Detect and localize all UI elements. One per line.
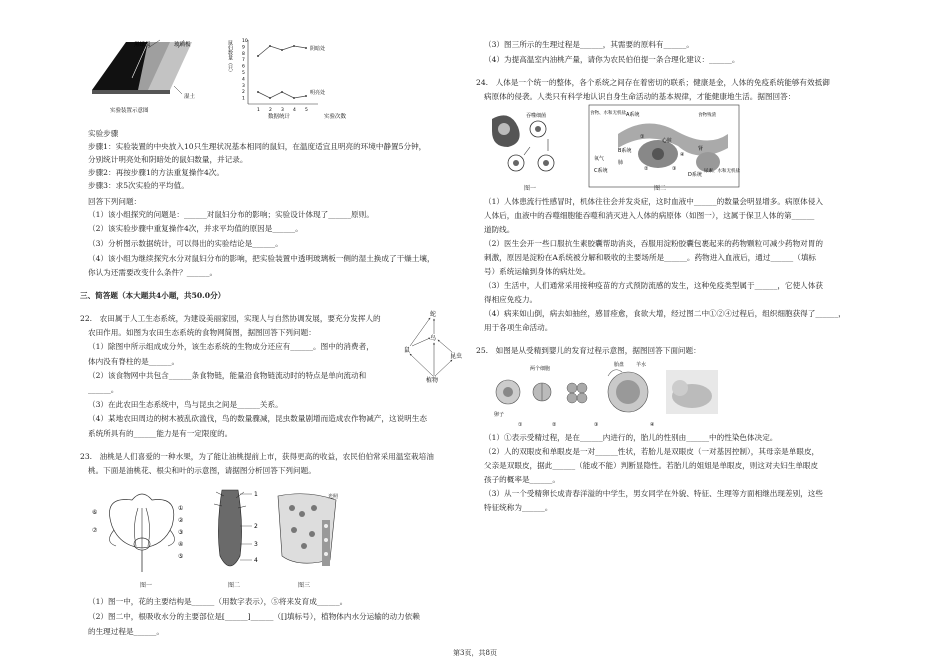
svg-text:⑥: ⑥ <box>92 509 98 516</box>
caption-r-fig1: 图一 <box>524 185 537 192</box>
fw-insect: 昆虫 <box>450 353 463 360</box>
q22-2-b: ______。 <box>88 385 119 394</box>
q24-intro-a: 24. 人体是一个统一的整体，各个系统之间存在着密切的联系；健康是金，人体的免疫系统能够有效抵御 <box>476 78 830 87</box>
svg-text:②: ② <box>178 517 184 524</box>
graph-ytick: 9 <box>242 45 245 51</box>
series-bright: 明亮处 <box>310 90 326 96</box>
graph-xtick: 5 <box>305 108 308 113</box>
q23-2-a: （2）图二中，根吸收水分的主要部位是[______]______（[]填标号），植物体内水分运输的动力依赖 <box>88 612 420 621</box>
dev-step-1: ① <box>518 422 523 428</box>
graph-xtick: 1 <box>257 108 260 113</box>
q25-2-b: 父亲是双眼皮，据此______（能或不能）判断显隐性。若胎儿的姐姐是单眼皮，则这对夫妇生单眼皮 <box>484 461 819 470</box>
q25-2-a: （2）人的双眼皮和单眼皮是一对______性状，若胎儿是双眼皮（一对基因控制），其母亲是单眼皮， <box>484 447 820 456</box>
q22-intro-a: 22. 农田属于人工生态系统，为建设美丽家园，实现人与自然协调发展，要充分发挥人的 <box>80 314 381 323</box>
q24-1-c: 道防线。 <box>484 225 515 234</box>
svg-text:①: ① <box>640 134 645 140</box>
experiment-device-figure <box>88 38 208 118</box>
dev-label-two-cells: 两个细胞 <box>530 366 551 372</box>
q24-4-a: （4）病来如山倒，病去如抽丝，感冒痊愈，食欲大增，经过图二中①②④过程后，组织细胞获得了______， <box>484 309 846 318</box>
q22-4-b: 系统所具有的______能力是有一定限度的。 <box>88 429 233 438</box>
step1-line-a: 步骤1：实验装置的中央放入10只生理状况基本相同的鼠妇，在温度适宜且明亮的环境中静置5分钟， <box>88 142 427 151</box>
svg-text:⑦: ⑦ <box>92 527 98 534</box>
steps-title: 实验步骤 <box>88 129 119 138</box>
q22-1-a: （1）除图中所示组成成分外，该生态系统的生物成分还应有______。图中的消费者， <box>88 342 374 351</box>
dev-label-egg: 卵子 <box>494 412 505 418</box>
graph-ytick: 7 <box>242 58 245 64</box>
fig2-feces: 食物残渣 <box>698 113 716 118</box>
caption-fig2: 图二 <box>228 582 241 589</box>
fig2-system-d: D系统 <box>688 172 702 178</box>
fig2-food-in: 食物、水和无机盐 <box>590 111 626 116</box>
svg-text:③: ③ <box>672 166 677 172</box>
q-4-line-a: （4）该小组为继续探究水分对鼠妇分布的影响，把实验装置中透明玻璃板一侧的湿土换成了干燥土壤， <box>88 254 435 263</box>
fw-plant: 植物 <box>426 377 439 384</box>
q25-intro: 25. 如图是从受精到婴儿的发育过程示意图，据图回答下面问题： <box>476 346 701 355</box>
leaf-cross-section-figure <box>268 490 348 576</box>
graph-xtick: 4 <box>293 108 296 113</box>
food-web-diagram <box>400 306 470 388</box>
caption-fig1: 图一 <box>140 582 153 589</box>
graph-ylabel: 鼠妇数量（只） <box>227 40 233 75</box>
step1-line-b: 分别统计明亮处和阴暗处的鼠妇数量，并记录。 <box>88 155 248 164</box>
q25-3-b: 特征统称为______。 <box>484 503 553 512</box>
series-dark: 阴暗处 <box>310 46 326 52</box>
caption-r-fig2: 图二 <box>654 185 667 192</box>
svg-text:光照: 光照 <box>328 494 339 500</box>
q24-2-b: 刺激，原因是淀粉在A系统被分解和吸收的主要场所是______。药物进入血液后，通过______（填标 <box>484 253 817 262</box>
q24-2-c: 号）系统运输到身体的病灶处。 <box>484 267 591 276</box>
graph-ytick: 6 <box>242 64 245 70</box>
root-tip-figure <box>206 486 270 578</box>
graph-ytick: 1 <box>242 96 245 102</box>
mouse-count-graph <box>228 34 363 122</box>
device-caption: 实验装置示意图 <box>110 108 149 114</box>
graph-ytick: 10 <box>242 39 248 44</box>
svg-text:3: 3 <box>254 541 258 548</box>
label-wet-soil: 湿土 <box>184 94 196 100</box>
fig1-label-phagocyte: 吞噬细菌 <box>526 113 547 119</box>
graph-xtick: 3 <box>281 108 284 113</box>
dev-label-placenta: 胎盘 <box>614 362 625 368</box>
q22-2-a: （2）该食物网中共包含______条食物链，能量沿食物链流动时的特点是单向流动和 <box>88 371 367 380</box>
svg-text:③: ③ <box>178 529 184 536</box>
q22-3: （3）在此农田生态系统中，鸟与昆虫之间是______关系。 <box>88 400 283 409</box>
q25-2-c: 孩子的概率是______。 <box>484 475 560 484</box>
graph-xlabel: 实验次数 <box>324 114 347 120</box>
svg-text:⑤: ⑤ <box>178 553 184 560</box>
q25-3-a: （3）从一个受精卵长成青春洋溢的中学生，男女同学在外貌、特征、生理等方面相继出现差别，这些 <box>484 489 823 498</box>
step3: 步骤3：求5次实验的平均值。 <box>88 181 189 190</box>
svg-text:④: ④ <box>178 541 184 548</box>
human-systems-figure <box>588 104 740 188</box>
svg-text:②: ② <box>644 166 649 172</box>
q-2: （2）该实验步骤中重复操作4次，并求平均值的原因是______。 <box>88 224 303 233</box>
q24-3-b: 得相应免疫力。 <box>484 295 538 304</box>
fig2-heart: 心脏 <box>662 138 673 144</box>
answer-prompt: 回答下列问题： <box>88 197 142 206</box>
svg-text:①: ① <box>178 505 184 512</box>
fw-snake: 蛇 <box>430 311 437 318</box>
q23-intro-b: 桃。下面是油桃花、根尖和叶的示意图，请据图分析回答下列问题。 <box>88 466 316 475</box>
graph-ytick: 8 <box>242 51 245 57</box>
flower-figure <box>92 486 190 578</box>
fw-mouse: 鼠 <box>404 347 411 354</box>
section-3-heading: 三、简答题（本大题共4小题，共50.0分） <box>80 291 226 300</box>
dev-step-3: ③ <box>594 422 599 428</box>
q-3: （3）分析图示数据统计，可以得出的实验结论是______。 <box>88 239 283 248</box>
label-glass-board: 玻璃板 <box>174 42 191 48</box>
fig2-system-b: B系统 <box>618 148 632 154</box>
fig2-oxygen: 氧气 <box>594 156 605 162</box>
phagocyte-figure <box>490 107 570 183</box>
q24-1-a: （1）人体患流行性感冒时，机体往往会并发炎症，这时血液中______的数量会明显增多。病原体侵入 <box>484 197 823 206</box>
q22-1-b: 体内没有脊柱的是______。 <box>88 357 180 366</box>
fig2-system-c: C系统 <box>594 168 608 174</box>
q23-intro-a: 23. 油桃是人们喜爱的一种水果，为了能让油桃提前上市，获得更高的收益，农民伯伯常采用温室栽培油 <box>80 452 434 461</box>
q25-1: （1）①表示受精过程，是在______内进行的，胎儿的性别由______中的性染色体决定。 <box>484 433 778 442</box>
fig2-system-a: A系统 <box>626 112 640 118</box>
graph-caption: 数据统计 <box>268 114 291 120</box>
dev-step-4: ④ <box>650 422 655 428</box>
graph-ytick: 2 <box>242 90 245 96</box>
q22-4-a: （4）某地农田周边的树木被乱砍滥伐，鸟的数量骤减，昆虫数量剧增而造成农作物减产，这说明生态 <box>88 414 427 423</box>
q24-4-b: 用于各项生命活动。 <box>484 323 553 332</box>
dev-label-amniotic: 羊水 <box>636 362 647 368</box>
dev-step-2: ② <box>552 422 557 428</box>
fetal-development-figure <box>490 362 730 430</box>
q23-3: （3）图三所示的生理过程是______，其需要的原料有______。 <box>484 40 694 49</box>
q23-2-b: 的生理过程是______。 <box>88 627 164 636</box>
fig2-lung: 肺 <box>618 160 624 166</box>
q-4-line-b: 你认为还需要改变什么条件？______。 <box>88 268 218 277</box>
svg-text:2: 2 <box>254 523 258 530</box>
graph-ytick: 5 <box>242 71 245 76</box>
caption-fig3: 图三 <box>298 582 311 589</box>
svg-text:4: 4 <box>254 557 258 564</box>
q24-3-a: （3）生活中，人们通常采用接种疫苗的方式预防流感的发生，这种免疫类型属于______，它使人体获 <box>484 281 823 290</box>
q23-1: （1）图一中，花的主要结构是______（用数字表示），⑤将来发育成______。 <box>88 597 348 606</box>
fw-bird: 鸟 <box>430 335 437 342</box>
label-black-board: 黑纸板 <box>134 42 151 48</box>
fig2-kidney: 肾 <box>698 146 704 152</box>
page-footer: 第3页，共8页 <box>453 649 497 657</box>
step2: 步骤2：再按步骤1的方法重复操作4次。 <box>88 168 224 177</box>
svg-text:1: 1 <box>254 491 258 498</box>
q24-intro-b: 病原体的侵袭。人类只有科学地认识自身生命活动的基本规律，才能健康地生活。据图回答： <box>484 92 796 101</box>
graph-ytick: 3 <box>242 83 245 89</box>
svg-text:④: ④ <box>680 152 685 158</box>
q-1: （1）该小组探究的问题是：______对鼠妇分布的影响；实验设计体现了______原则。 <box>88 210 374 219</box>
q24-2-a: （2）医生会开一些口服抗生素胶囊帮助消炎，吞服用淀粉胶囊包裹起来的药物颗粒可减少药物对胃的 <box>484 239 823 248</box>
q24-1-b: 人体后，血液中的吞噬细胞能吞噬和消灭进入人体的病原体（如图一），这属于保卫人体的第______ <box>484 211 815 220</box>
graph-ytick: 4 <box>242 77 245 83</box>
q22-intro-b: 农田作用。如图为农田生态系统的食物网简图，据图回答下列问题： <box>88 328 316 337</box>
graph-xtick: 2 <box>269 108 272 113</box>
fig2-urine: 尿素、水和无机盐 <box>704 169 740 174</box>
q23-4: （4）为提高温室内油桃产量，请你为农民伯伯提一条合理化建议：______。 <box>484 55 740 64</box>
